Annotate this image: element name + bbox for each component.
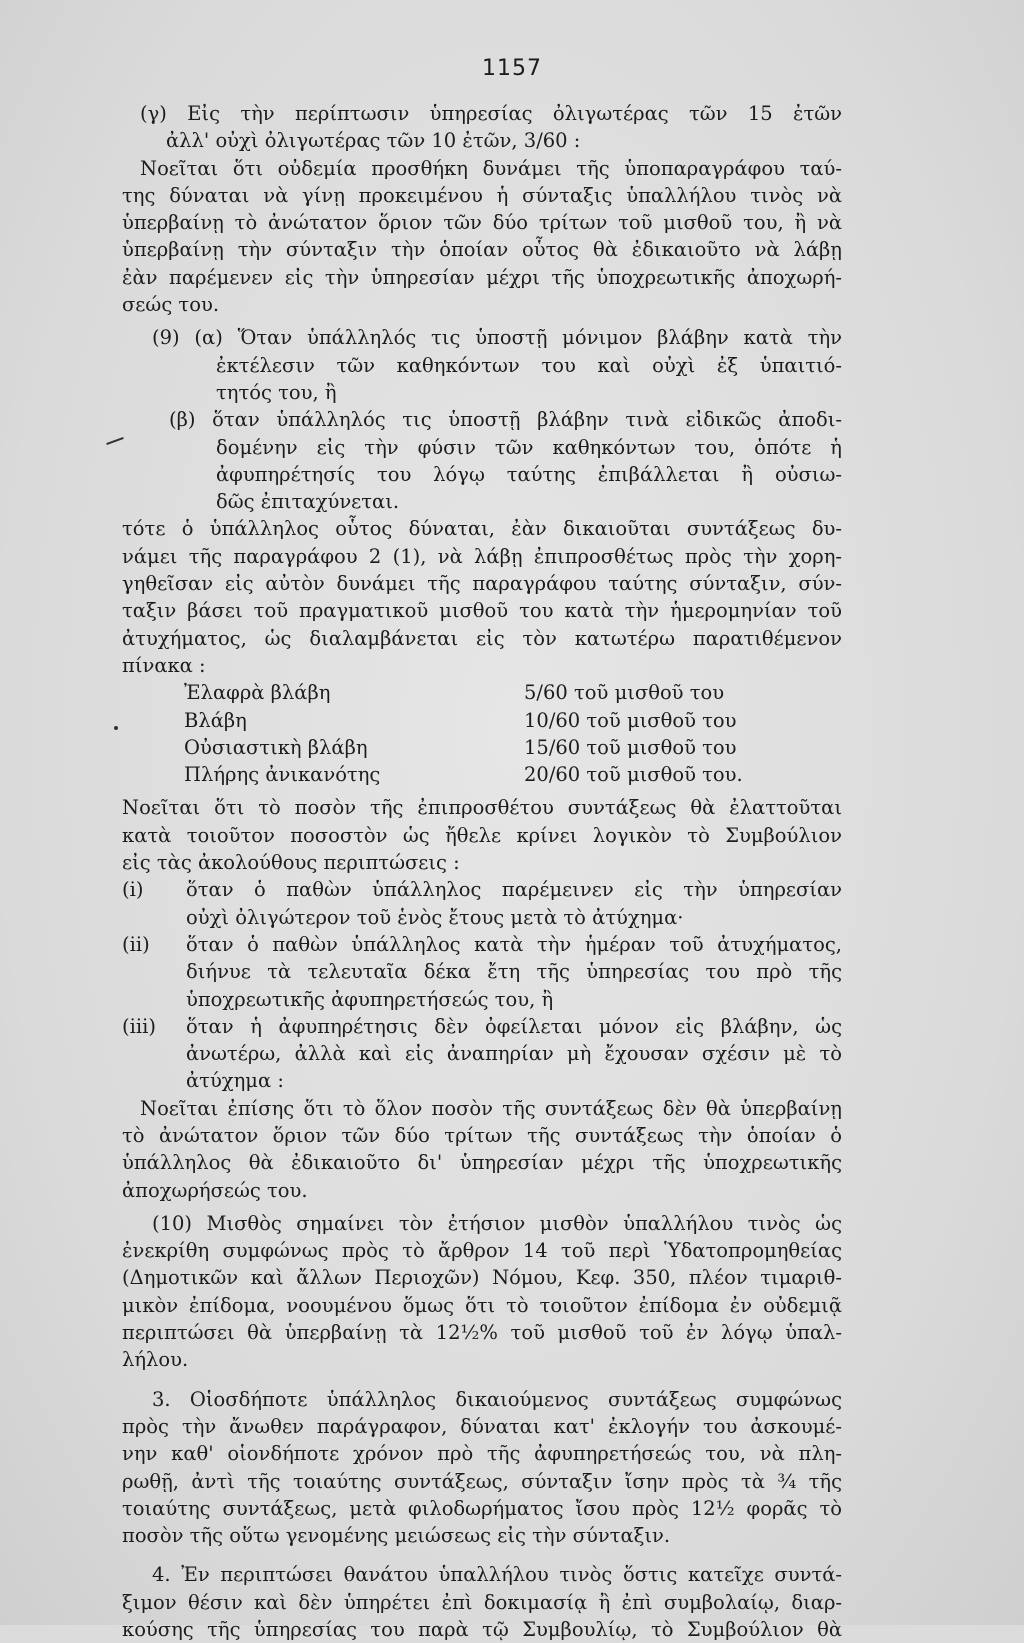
text-line: ἐκτέλεσιν τῶν καθηκόντων του καὶ οὐχὶ ἐξ ὑπαιτιό- xyxy=(216,353,842,377)
text-line: Νοεῖται ὅτι τὸ ποσὸν τῆς ἐπιπροσθέτου συντάξεως θὰ ἐλαττοῦται xyxy=(122,796,842,820)
text-line: ταξιν βάσει τοῦ πραγματικοῦ μισθοῦ του κατὰ τὴν ἡμερομηνίαν τοῦ xyxy=(122,599,842,623)
margin-dot-mark xyxy=(114,726,118,730)
text-line: κούσης τῆς ὑπηρεσίας του παρὰ τῷ Συμβουλίῳ, τὸ Συμβούλιον θὰ xyxy=(122,1618,842,1642)
list-item xyxy=(122,876,842,931)
case-text: ἀτύχημα : xyxy=(186,1069,284,1093)
text-line: μικὸν ἐπίδομα, νοουμένου ὅμως ὅτι τὸ τοιοῦτον ἐπίδομα ἐν οὐδεμιᾷ xyxy=(122,1293,842,1317)
case-text: ἀνωτέρω, ἀλλὰ καὶ εἰς ἀναπηρίαν μὴ ἔχουσαν σχέσιν μὲ τὸ xyxy=(186,1042,842,1066)
section-3 xyxy=(122,1386,842,1550)
text-line: της δύναται νὰ γίνῃ προκειμένου ἡ σύνταξις ὑπαλλήλου τινὸς νὰ xyxy=(122,183,842,207)
paragraph-9 xyxy=(122,324,842,679)
text-line: ἀλλ' οὐχὶ ὀλιγωτέρας τῶν 10 ἐτῶν, 3/60 : xyxy=(166,129,581,153)
case-label: (iii) xyxy=(122,1014,156,1038)
case-text: ὅταν ὁ παθὼν ὑπάλληλος παρέμεινεν εἰς τὴν ὑπηρεσίαν xyxy=(186,878,842,902)
text-line: (β) ὅταν ὑπάλληλός τις ὑποστῇ βλάβην τινὰ εἰδικῶς ἀποδι- xyxy=(169,408,842,432)
case-label: (i) xyxy=(122,878,144,902)
text-line: νην καθ' οἱονδήποτε χρόνον πρὸ τῆς ἀφυπηρετήσεώς του, νὰ πλη- xyxy=(122,1442,842,1466)
text-line: Νοεῖται ὅτι οὐδεμία προσθήκη δυνάμει τῆς ὑποπαραγράφου ταύ- xyxy=(140,156,842,180)
rate-name: Βλάβη xyxy=(184,708,247,732)
rate-name: Ἐλαφρὰ βλάβη xyxy=(184,681,331,705)
table-row xyxy=(184,734,743,761)
case-text: ὅταν ὁ παθὼν ὑπάλληλος κατὰ τὴν ἡμέραν τοῦ ἀτυχήματος, xyxy=(186,932,842,956)
list-item xyxy=(122,1013,842,1095)
text-line: δομένην εἰς τὴν φύσιν τῶν καθηκόντων του, ὁπότε ἡ xyxy=(216,435,842,459)
text-line: 3. Οἱοσδήποτε ὑπάλληλος δικαιούμενος συντάξεως συμφώνως xyxy=(152,1387,842,1411)
text-line: πίνακα : xyxy=(122,653,206,677)
text-line: ρωθῇ, ἀντὶ τῆς τοιαύτης συντάξεως, σύνταξιν ἴσην πρὸς τὰ ¾ τῆς xyxy=(122,1469,842,1493)
text-line: ὑπερβαίνῃ τὸ ἀνώτατον ὅριον τῶν δύο τρίτων τοῦ μισθοῦ του, ἢ νὰ xyxy=(122,211,842,235)
rate-value: 20/60 τοῦ μισθοῦ του. xyxy=(524,763,743,787)
case-text: ὅταν ἡ ἀφυπηρέτησις δὲν ὀφείλεται μόνον εἰς βλάβην, ὡς xyxy=(186,1014,842,1038)
case-label: (ii) xyxy=(122,932,150,956)
text-line: σεώς του. xyxy=(122,293,220,317)
text-line: ἐὰν παρέμενεν εἰς τὴν ὑπηρεσίαν μέχρι τῆς ὑποχρεωτικῆς ἀποχωρή- xyxy=(122,265,842,289)
reduction-proviso xyxy=(122,794,842,876)
text-line: (γ) Εἰς τὴν περίπτωσιν ὑπηρεσίας ὀλιγωτέρας τῶν 15 ἐτῶν xyxy=(140,102,842,125)
reduction-cases-list xyxy=(122,876,842,1094)
text-line: 4. Ἐν περιπτώσει θανάτου ὑπαλλήλου τινὸς ὅστις κατεῖχε συντά- xyxy=(152,1563,842,1587)
rate-value: 10/60 τοῦ μισθοῦ του xyxy=(524,708,737,732)
text-line: τητός του, ἢ xyxy=(216,380,337,404)
table-row xyxy=(184,707,743,734)
text-line: τοιαύτης συντάξεως, μετὰ φιλοδωρήματος ἴσου πρὸς 12½ φορᾶς τὸ xyxy=(122,1496,842,1520)
maximum-proviso xyxy=(122,1095,842,1204)
document-body xyxy=(122,100,842,1643)
case-text: ὑποχρεωτικῆς ἀφυπηρετήσεώς του, ἢ xyxy=(186,987,554,1011)
text-line: ὑπερβαίνῃ τὴν σύνταξιν τὴν ὁποίαν οὗτος θὰ ἐδικαιοῦτο νὰ λάβῃ xyxy=(122,238,842,262)
rate-name: Πλήρης ἀνικανότης xyxy=(184,763,381,787)
rate-value: 5/60 τοῦ μισθοῦ του xyxy=(524,681,725,705)
text-line: (9) (α) Ὅταν ὑπάλληλός τις ὑποστῇ μόνιμον βλάβην κατὰ τὴν xyxy=(152,326,842,350)
text-line: τὸ ἀνώτατον ὅριον τῶν δύο τρίτων τῆς συντάξεως τὴν ὁποίαν ὁ xyxy=(122,1123,842,1147)
section-4 xyxy=(122,1561,842,1643)
text-line: νάμει τῆς παραγράφου 2 (1), νὰ λάβῃ ἐπιπροσθέτως πρὸς τὴν χορη- xyxy=(122,544,842,568)
text-line: ἀποχωρήσεώς του. xyxy=(122,1178,308,1202)
rate-value: 15/60 τοῦ μισθοῦ του xyxy=(524,735,737,759)
text-line: ἀτυχήματος, ὡς διαλαμβάνεται εἰς τὸν κατωτέρω παρατιθέμενον xyxy=(122,626,842,650)
text-line: ξιμον θέσιν καὶ δὲν ὑπηρέτει ἐπὶ δοκιμασίᾳ ἢ ἐπὶ συμβολαίῳ, διαρ- xyxy=(122,1590,842,1614)
text-line: τότε ὁ ὑπάλληλος οὗτος δύναται, ἐὰν δικαιοῦται συντάξεως δυ- xyxy=(122,517,842,541)
list-item xyxy=(122,931,842,1013)
text-line: ποσὸν τῆς οὕτω γενομένης μειώσεως εἰς τὴν σύνταξιν. xyxy=(122,1524,671,1548)
rate-name: Οὐσιαστικὴ βλάβη xyxy=(184,735,368,759)
text-line: κατὰ τοιοῦτον ποσοστὸν ὡς ἤθελε κρίνει λογικὸν τὸ Συμβούλιον xyxy=(122,823,842,847)
subparagraph-gamma xyxy=(122,100,842,318)
case-text: οὐχὶ ὀλιγώτερον τοῦ ἑνὸς ἔτους μετὰ τὸ ἀτύχημα· xyxy=(186,905,684,929)
disability-rates-table xyxy=(184,679,743,788)
table-row xyxy=(184,761,743,788)
table-row xyxy=(184,679,743,706)
text-line: λήλου. xyxy=(122,1348,189,1372)
text-line: (Δημοτικῶν καὶ ἄλλων Περιοχῶν) Νόμου, Κεφ. 350, πλέον τιμαριθ- xyxy=(122,1266,842,1290)
text-line: δῶς ἐπιταχύνεται. xyxy=(216,490,400,514)
text-line: γηθεῖσαν εἰς αὐτὸν δυνάμει τῆς παραγράφου ταύτης σύνταξιν, σύν- xyxy=(122,572,842,596)
text-line: πρὸς τὴν ἄνωθεν παράγραφον, δύναται κατ' ἐκλογήν του ἀσκουμέ- xyxy=(122,1414,842,1438)
paragraph-10 xyxy=(122,1210,842,1374)
text-line: περιπτώσει θὰ ὑπερβαίνῃ τὰ 12½% τοῦ μισθοῦ τοῦ ἐν λόγῳ ὑπαλ- xyxy=(122,1321,842,1345)
page-number: 1157 xyxy=(482,56,542,81)
text-line: (10) Μισθὸς σημαίνει τὸν ἐτήσιον μισθὸν ὑπαλλήλου τινὸς ὡς xyxy=(152,1211,842,1235)
text-line: ἀφυπηρέτησίς του λόγῳ ταύτης ἐπιβάλλεται ἢ οὐσιω- xyxy=(216,462,842,486)
text-line: Νοεῖται ἐπίσης ὅτι τὸ ὅλον ποσὸν τῆς συντάξεως δὲν θὰ ὑπερβαίνῃ xyxy=(140,1096,842,1120)
case-text: διήνυε τὰ τελευταῖα δέκα ἔτη τῆς ὑπηρεσίας του πρὸ τῆς xyxy=(186,960,842,984)
text-line: εἰς τὰς ἀκολούθους περιπτώσεις : xyxy=(122,851,460,875)
text-line: ἐνεκρίθη συμφώνως πρὸς τὸ ἄρθρον 14 τοῦ περὶ Ὑδατοπρομηθείας xyxy=(122,1239,842,1263)
text-line: ὑπάλληλος θὰ ἐδικαιοῦτο δι' ὑπηρεσίαν μέχρι τῆς ὑποχρεωτικῆς xyxy=(122,1151,842,1175)
